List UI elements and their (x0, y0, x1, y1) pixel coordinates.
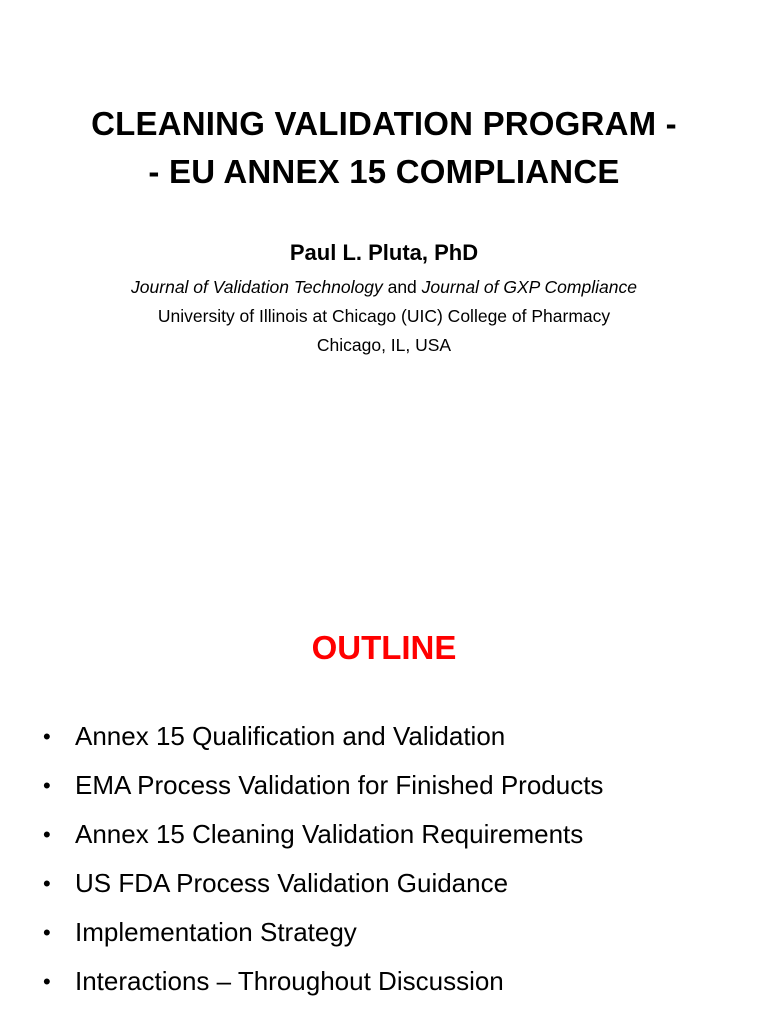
journals-line (20, 273, 748, 302)
outline-item (40, 712, 760, 761)
bullet-icon: • (43, 822, 51, 847)
outline-item-text: Interactions – Throughout Discussion (75, 966, 504, 996)
outline-item-text: Annex 15 Qualification and Validation (75, 721, 506, 751)
outline-slide (0, 512, 768, 1024)
journal-name-2: Journal of GXP Compliance (421, 277, 637, 297)
outline-item (40, 859, 760, 908)
outline-list (40, 712, 760, 1006)
outline-item-text: Annex 15 Cleaning Validation Requirements (75, 819, 584, 849)
outline-item-text: Implementation Strategy (75, 917, 357, 947)
title-line-1: CLEANING VALIDATION PROGRAM - (91, 105, 677, 142)
bullet-icon: • (43, 724, 51, 749)
outline-item (40, 761, 760, 810)
outline-item (40, 908, 760, 957)
bullet-icon: • (43, 773, 51, 798)
author-name: Paul L. Pluta, PhD (289, 240, 479, 265)
institution-line: University of Illinois at Chicago (UIC) College of Pharmacy (157, 306, 611, 326)
outline-item-text: EMA Process Validation for Finished Products (75, 770, 604, 800)
presentation-title (40, 100, 728, 196)
journal-name-1: Journal of Validation Technology (131, 277, 383, 297)
outline-item (40, 810, 760, 859)
outline-item (40, 957, 760, 1006)
bullet-icon: • (43, 969, 51, 994)
bullet-icon: • (43, 920, 51, 945)
outline-heading: OUTLINE (311, 629, 457, 666)
outline-item-text: US FDA Process Validation Guidance (75, 868, 509, 898)
location-line: Chicago, IL, USA (316, 335, 452, 355)
affiliation-block (20, 273, 748, 360)
bullet-icon: • (43, 871, 51, 896)
title-line-2: - EU ANNEX 15 COMPLIANCE (148, 153, 620, 190)
journals-conjunction: and (382, 277, 422, 297)
